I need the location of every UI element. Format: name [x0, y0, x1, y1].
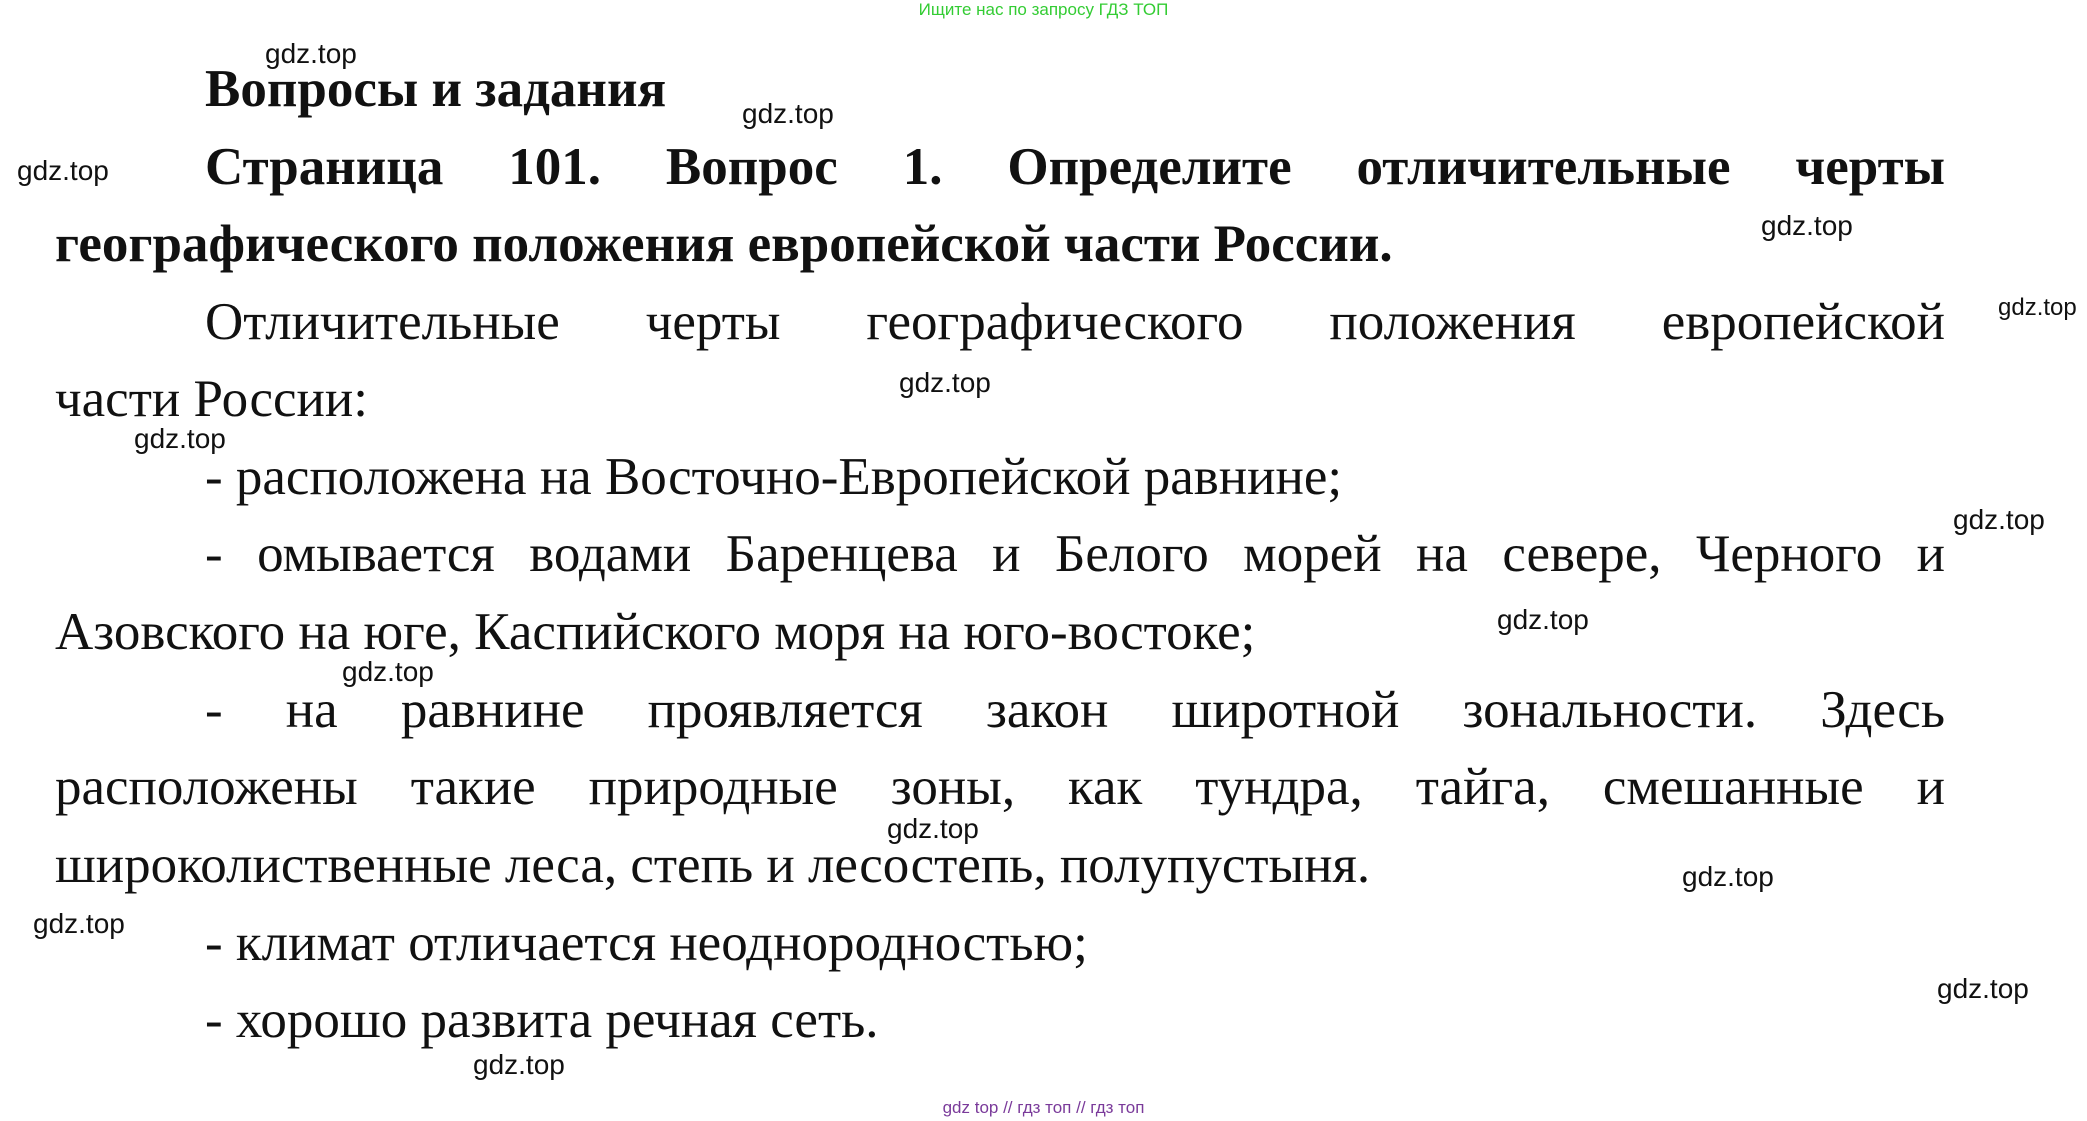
watermark: gdz.top — [899, 367, 991, 398]
footer-links: gdz top // гдз топ // гдз топ — [942, 1098, 1145, 1117]
section-heading: Вопросы и задания — [205, 60, 667, 118]
watermark: gdz.top — [342, 656, 434, 687]
question-line-1: Страница 101. Вопрос 1. Определите отличительные черты — [205, 138, 1945, 196]
watermark: gdz.top — [1953, 504, 2045, 535]
watermark: gdz.top — [1998, 294, 2077, 321]
answer-item-2-line-2: Азовского на юге, Каспийского моря на юго-востоке; — [55, 603, 1256, 661]
watermark: gdz.top — [473, 1049, 565, 1080]
watermark: gdz.top — [742, 98, 834, 129]
answer-item-2-line-1: - омывается водами Баренцева и Белого морей на севере, Черного и — [205, 525, 1945, 583]
answer-intro-line-2: части России: — [55, 370, 368, 428]
answer-intro-line-1: Отличительные черты географического положения европейской — [205, 293, 1945, 351]
watermark: gdz.top — [1937, 973, 2029, 1004]
watermark: gdz.top — [887, 813, 979, 844]
answer-item-5: - хорошо развита речная сеть. — [205, 991, 879, 1049]
watermark: gdz.top — [1682, 861, 1774, 892]
watermark: gdz.top — [265, 38, 357, 69]
answer-item-3-line-1: - на равнине проявляется закон широтной зональности. Здесь — [205, 681, 1945, 739]
answer-item-3-line-2: расположены такие природные зоны, как тундра, тайга, смешанные и — [55, 758, 1945, 816]
watermark: gdz.top — [17, 155, 109, 186]
watermark: gdz.top — [33, 908, 125, 939]
top-banner: Ищите нас по запросу ГДЗ ТОП — [918, 0, 1169, 19]
answer-item-1: - расположена на Восточно-Европейской равнине; — [205, 448, 1343, 506]
watermark: gdz.top — [1497, 604, 1589, 635]
watermark: gdz.top — [1761, 210, 1853, 241]
watermark: gdz.top — [134, 423, 226, 454]
answer-item-4: - климат отличается неоднородностью; — [205, 914, 1088, 972]
question-line-2: географического положения европейской части России. — [55, 215, 1393, 273]
answer-item-3-line-3: широколиственные леса, степь и лесостепь, полупустыня. — [55, 836, 1371, 894]
